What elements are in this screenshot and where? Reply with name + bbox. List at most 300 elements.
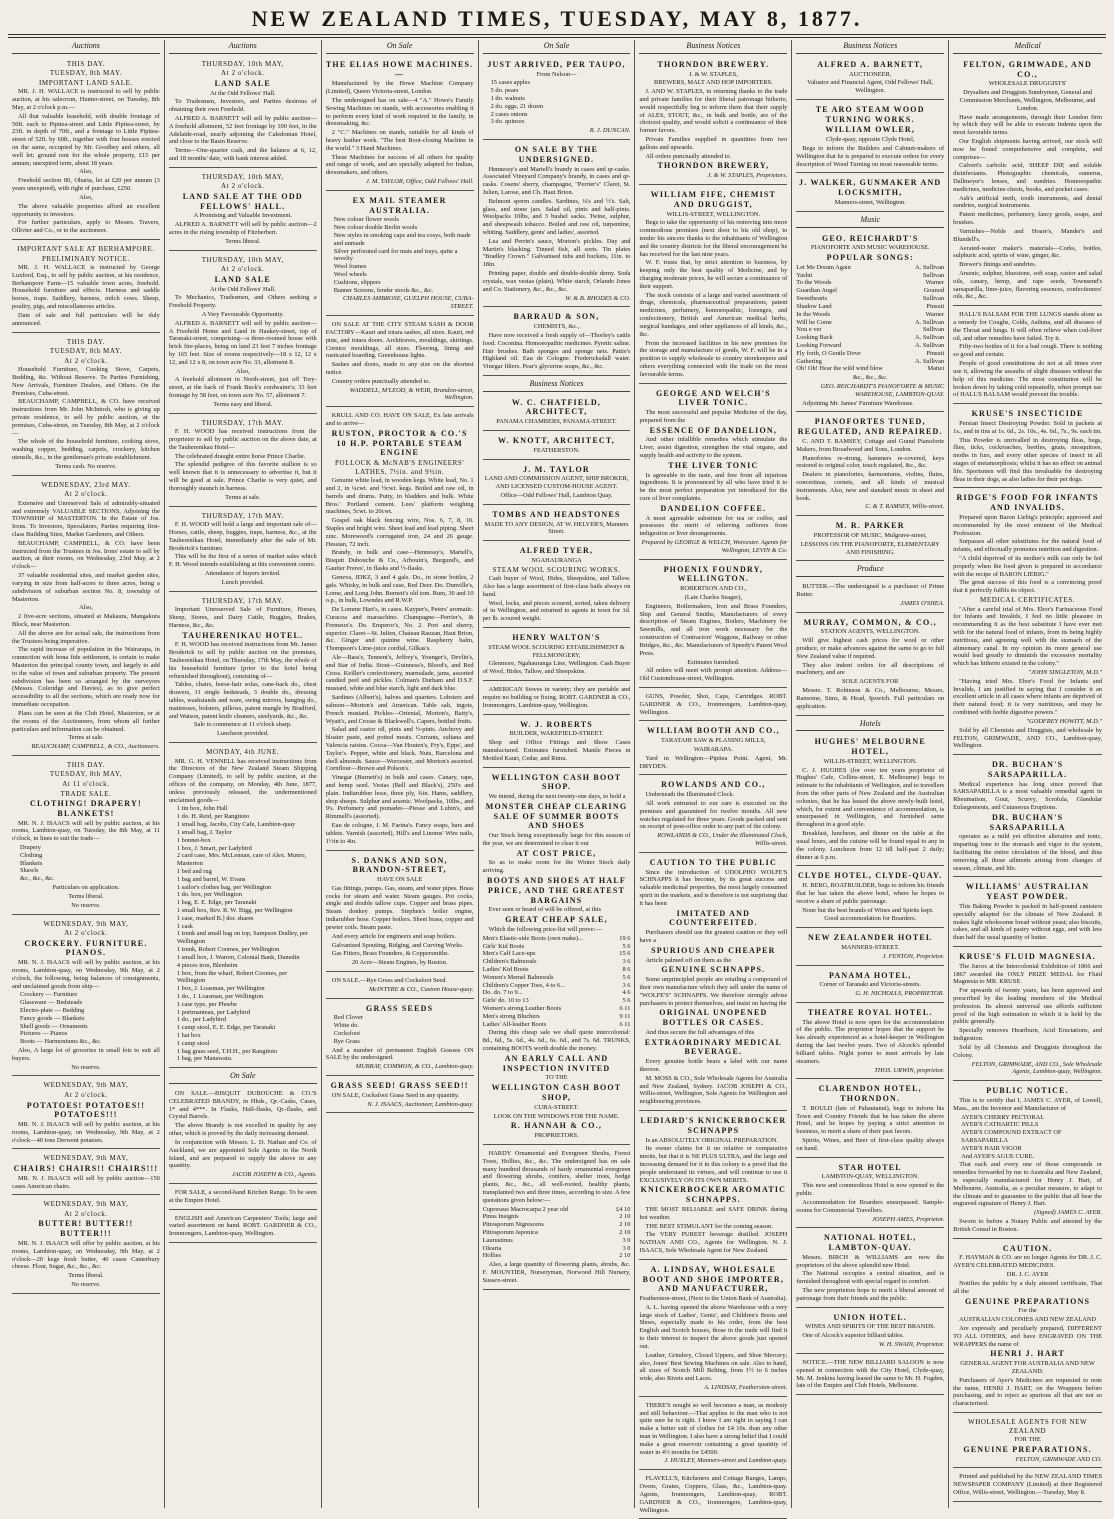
- ad-centered-line: Estimates furnished.: [687, 658, 740, 666]
- ad-paragraph: Yard in Wellington—Pipitea Point. Agent, Mr. DRYDEN.: [639, 754, 788, 770]
- ad-paragraph: Spirits, Wines, and Beer of first-class quality always on hand.: [796, 1137, 945, 1152]
- ad-subheading: THURSDAY, 17th MAY.: [201, 511, 284, 520]
- ad-list-item: 1 bed and rug: [176, 867, 212, 875]
- ad-paragraph: These Machines for success of all others for quality and range of work, and are specially adapted for Indian, dressmakers, and others.: [325, 153, 474, 177]
- ad-centered-line: Sale to commence at 11 o'clock sharp.: [193, 721, 292, 729]
- ad-headline: DR. BUCHAN'S SARSAPARILLA.: [987, 760, 1068, 779]
- ad-list-item: 1 box, J. Smart, per Ladybird: [176, 844, 252, 852]
- advertisement: [169, 170, 317, 251]
- ad-list-item: Fancy goods — Blankets: [20, 1014, 85, 1022]
- price-list-item: Yashti: [796, 271, 813, 279]
- ad-headline: WELLINGTON CASH BOOT SHOP,: [491, 1083, 622, 1102]
- ad-subheading: THIS DAY.: [66, 59, 105, 68]
- ad-headline: CAUTION.: [1002, 1243, 1053, 1253]
- advertisement: [12, 1197, 160, 1293]
- ad-paragraph: We intend, during the next twenty-one days, to hold a: [488, 793, 626, 801]
- ad-paragraph: Breakfast, luncheon, and dinner on the table at the usual hours, and the cuisine will be found equal to any in the colony. Luncheon from 12 till half-past 2 daily; dinner at 6 p.m.: [796, 830, 945, 861]
- ad-headline: CLYDE HOTEL, CLYDE-QUAY.: [797, 871, 943, 881]
- ad-list-item: Shawls: [20, 867, 39, 875]
- ad-centered-line: Terms at sale.: [68, 734, 104, 742]
- advertisement: [953, 879, 1102, 947]
- ad-paragraph: People of good constitutions do not at all times ever use it, allowing the assaults of slight diseases without the help of this medicine. The most constitution will be broken down by taking cold repeatedly, when prompt use of HALL'S BALSAM would prevent the trouble.: [953, 360, 1103, 399]
- ad-list-item: 1 camp stool, E. E. Edge, per Taranaki: [176, 1024, 276, 1032]
- advertisement: [953, 490, 1102, 755]
- ad-subheading: THURSDAY, 10th MAY,: [201, 59, 284, 68]
- advertisement: [796, 868, 944, 928]
- ad-list-item: 1 do. walnuts: [490, 94, 525, 102]
- price-list-row: [796, 287, 944, 295]
- ad-list-item: Glassware — Bedsteads: [20, 999, 83, 1007]
- ad-headline: WILLIAM OWLER,: [825, 125, 916, 135]
- ad-signature: J. M. TAYLOR, Office, Odd Fellows' Hall.: [366, 178, 474, 185]
- ad-headline: GEO. REICHARDT'S: [821, 233, 919, 243]
- ad-list-item: Rye Grass: [333, 1037, 360, 1045]
- ad-signature: J. & W. STAPLES, Proprietors.: [707, 172, 788, 180]
- ad-paragraph: The rapid increase of population in the Wairarapa, in connection with bona fide settlement, is certain to make Masterton the principal county town, and largely to add to the value of town and suburban property. The present subdivision has been so arranged by the surveyors (Messrs. Coleridge and Davies), as to give perfect accessibility to all the sections, which are ready now for immediate occupation.: [12, 646, 160, 709]
- ad-signature: J. FENTON, Proprietor.: [882, 952, 945, 960]
- ad-paragraph: BEAUCHAMP, CAMPBELL, & CO. have been instructed from the Trustees in Jos. Irons' estate to sell by auction, at their rooms, on Wednesday, 23rd May, at 2 o'clock—: [12, 539, 160, 571]
- ad-paragraph: Brewer's finings and sundries.: [959, 261, 1037, 269]
- ad-headline: POTATOES! POTATOES!! POTATOES!!!: [26, 1100, 146, 1120]
- price-list-item: Women's strong Leather Boots: [482, 1005, 562, 1013]
- ad-paragraph: BUTTER.—The undersigned is a purchaser of Prime Butter.: [796, 583, 945, 598]
- ad-paragraph: The Jurors at the Intercolonial Exhibition of 1866 and 1867 awarded the ONLY PRIZE MEDAL for Fluid Magnesia to MR. KRUSE.: [953, 962, 1103, 986]
- price-list-row: [483, 989, 631, 997]
- ad-headline: STAR HOTEL: [838, 1162, 902, 1172]
- price-list-value: A. Sullivan: [915, 334, 945, 342]
- ad-subheading: At 2 o'clock.: [64, 490, 108, 499]
- ad-paragraph: Also, A large lot of groceries in small lots to suit all buyers.: [12, 1047, 160, 1062]
- price-list-value: Pinsuti: [926, 349, 945, 357]
- section-heading: Music: [796, 214, 944, 228]
- ad-paragraph: Ale—Bass's, Tennent's, Jeffrey's, Younger's, Devlin's, and Star of India. Stout—Guinness's, Blood's, and Red Cross. Keiller's confectionery, marmalade, jams, assorted candied peel and pickles. Colman's Durham and D.S.F. mustard, white and blue starch, light and dark blue.: [325, 654, 474, 693]
- ad-paragraph: Hennessy's and Martell's brandy in cases and qr-casks. Associated Vineyard Company's brandy, in cases and qr-casks. Cosens' sherry, champagne, "Perrier's" Claret, St. Julien, Larose, and Ch. Haut Brion.: [482, 165, 631, 196]
- ad-centered-line: No reserve.: [71, 1063, 101, 1071]
- ad-paragraph: None but the best brands of Wines and Spirits kept.: [802, 906, 934, 914]
- price-list-value: 8 6: [622, 965, 631, 973]
- ad-paragraph: Fifty-two bottles of it for a bad cough. There is nothing so good and certain.: [953, 343, 1103, 359]
- price-list-row: [796, 279, 944, 287]
- ad-paragraph: The celebrated draught entire horse Prince Charlie.: [174, 452, 306, 460]
- ad-paragraph: The great success of this food is a convincing proof that it perfectly fulfils its object.: [953, 579, 1103, 595]
- advertisement: [169, 745, 317, 1068]
- ad-paragraph: Varnishes—Noble and Hoare's, Mander's and Blundell's.: [953, 227, 1103, 243]
- price-list-item: Fly forth, O Gentle Dove: [796, 349, 861, 357]
- price-list-value: £4 10: [616, 1205, 631, 1213]
- ad-subheading: WEDNESDAY, 23rd MAY.: [41, 480, 131, 489]
- advertisement: [169, 57, 317, 168]
- price-list-value: 2 10: [619, 1221, 631, 1229]
- section-heading: Medical: [953, 40, 1102, 54]
- ad-paragraph: Lea and Perrin's sauce, Morton's pickles. Day and Martin's blacking. Tinned fish, all sorts. Tin plates "Bradley Crown." Galvanised tubs and buckets, 11in. to 18in.: [482, 237, 631, 269]
- ad-list-item: Boots — Harmoniums &c., &c.: [20, 1038, 102, 1046]
- ad-headline: GRASS SEEDS: [366, 1003, 434, 1013]
- ad-headline: RIDGE'S FOOD FOR INFANTS AND INVALIDS.: [956, 493, 1099, 513]
- ad-subheading: TUESDAY, 8th MAY.: [49, 347, 122, 356]
- price-list: [796, 264, 944, 373]
- ad-list-item: 1 bag and barrel, W. Evans: [176, 875, 246, 883]
- ad-subheading: TUESDAY, 8th MAY,: [49, 770, 122, 779]
- ad-centered-line: Terms cash. No reserve.: [55, 462, 117, 470]
- ad-paragraph: Since the introduction of UDOLPHO WOLFE'S SCHNAPPS it has become, by its great success and valuable medicinal properties, the most largely consumed spirit in the markets, and is therefore is not surprising that it has been: [639, 868, 788, 907]
- advertisement: [12, 1078, 160, 1149]
- ad-paragraph: Sworn to before a Notary Public and attested by the British Consul in Boston.: [953, 1218, 1103, 1233]
- ad-signature: (Signed) JAMES C. AYER.: [1034, 1209, 1103, 1217]
- ad-headline: NATIONAL HOTEL, LAMBTON-QUAY.: [823, 1233, 917, 1253]
- ad-paragraph: Begs to take the opportunity of his removing into more commodious premises (next door to his old shop), to tender his sincere thanks to the inhabitants of Wellington and the country districts for the liberal encouragement he has received for the last nine years.: [639, 219, 788, 258]
- ad-headline: WILLIAM FIFE, CHEMIST AND DRUGGIST,: [650, 190, 777, 209]
- ad-list: [334, 1014, 474, 1045]
- ad-list-item: Cocksfoot: [333, 1029, 360, 1037]
- advertisement: [953, 406, 1102, 488]
- price-list-item: Men's Calf Lace-ups: [482, 950, 536, 958]
- ad-headline: PANAMA HOTEL,: [828, 970, 912, 980]
- ad-centered-line: A Very Favourable Opportunity.: [201, 310, 284, 318]
- ad-centered-line: 20 Acre—Steam Engines, by Ruston.: [351, 959, 448, 967]
- advertisement: [326, 1078, 474, 1113]
- ad-list-item: Red Clover: [333, 1014, 364, 1022]
- ad-paragraph: Leather, Grindery, Closed Uppers, and Shoe Mercery; also, Jones' Best Sewing Machines on sale. Also to hand, all sizes of Scotch Mill Belting, from 1½ to 6 inches wide, also Rivets and Laces.: [639, 1351, 788, 1383]
- price-list-row: [483, 1206, 631, 1214]
- price-list-row: [796, 342, 944, 350]
- advertisement: [326, 193, 474, 316]
- price-list-item: To the Woods: [796, 279, 832, 287]
- price-list-item: Ladies' All-leather Boots: [482, 1020, 547, 1028]
- advertisement: [796, 1230, 944, 1307]
- ad-paragraph: Private Families supplied in quantities from two gallons and upwards.: [639, 136, 788, 151]
- ad-centered-line: Also,: [235, 367, 250, 375]
- ad-signature: A. LINDSAY, Featherston-street.: [704, 1383, 788, 1391]
- price-list-value: Warner: [925, 310, 945, 318]
- ad-paragraph: C. J. HUGHES (for over ten years proprietor of Hughes' Cafe, Collins-street, E. Melbourne) begs to intimate to the inhabitants of Wellington, and to travellers from the other parts of New Zealand and the Australian colonies, that he has leased the above newly-built hotel, which, for extent and convenience of accommodation, is unsurpassed in Wellington, and furnished same throughout in a good style.: [796, 766, 945, 829]
- ad-list: [961, 1114, 1102, 1161]
- ad-paragraph: The above valuable properties afford an excellent opportunity to investors.: [12, 202, 160, 218]
- price-list-row: [796, 358, 944, 366]
- section-heading: On Sale: [483, 40, 631, 54]
- ad-list-item: 15 cases apples: [490, 79, 530, 87]
- ad-list-item: 1 tin box, John Hall: [176, 805, 228, 813]
- ad-centered-line: No reserve.: [71, 1280, 101, 1288]
- price-list-value: A. Sullivan: [915, 341, 945, 349]
- ad-paragraph: ENGLISH and American Carpenters' Tools; large and varied assortment on hand. ROBT. GARDNER & CO., Ironmongers, Lambton-quay, Wellington.: [168, 1214, 317, 1238]
- advertisement: [639, 562, 787, 688]
- ad-paragraph: MR. N. J. ISAACS will sell by public auction, at his rooms, Lambton-quay, on Wednesday, 9th May, at 2 o'clock, the following, being balances of consignments, and unclaimed goods from ship—: [12, 959, 160, 990]
- ad-centered-line: Terms liberal.: [68, 892, 104, 900]
- ad-headline: KNICKERBOCKER AROMATIC SCHNAPPS.: [640, 1185, 787, 1205]
- price-list-value: 6 11: [619, 1005, 631, 1013]
- ad-paragraph: Notifies the public by a duly attested certificate, That all the: [953, 1279, 1103, 1295]
- ad-headline: EX MAIL STEAMER AUSTRALIA.: [352, 195, 447, 215]
- ad-subheading: PRELIMINARY NOTICE.: [42, 254, 130, 263]
- advertisement: [169, 1186, 317, 1210]
- ad-headline: LAND SALE AT THE ODD FELLOWS' HALL.: [182, 191, 303, 211]
- ad-paragraph: J. AND W. STAPLES, in returning thanks to the trade and private families for their liberal patronage hitherto, would respectfully beg to inform them that their supply of ALES, STOUT, &c., in bulk and bottle, are of the choicest quality, and would solicit a continuance of their former favors.: [639, 88, 788, 135]
- ad-paragraph: The above Hotel is now open for the accommodation of the public. The proprietor hopes that the support he has already experienced as a hotel-keeper in Wellington during the last twelve years. Two of Alcock's splendid billiard tables. Night porter to meet arrivals by late steamers.: [796, 1018, 945, 1065]
- ad-headline: KRUSE'S FLUID MAGNESIA.: [959, 952, 1096, 962]
- ad-headline: J. M. TAYLOR: [523, 464, 590, 474]
- ad-paragraph: Pianofortes re-strung, hammers re-covered, keys restored to original color, touch regulated, &c., &c.: [796, 454, 945, 470]
- price-list-row: [483, 1021, 631, 1029]
- advertisement: [12, 57, 160, 240]
- ad-headline: HENRY WALTON'S: [512, 633, 601, 643]
- ad-list-item: 1 portmanteau, per Ladybird: [176, 1008, 250, 1016]
- ad-paragraph: Brandy, in bulk and case—Hennessy's, Martell's, Bisquit Dubouche & Co., Arbouin's, Burgund's, and Gautier Freres', in flasks and ½-flasks.: [325, 549, 474, 573]
- advertisement: [796, 102, 944, 174]
- ad-paragraph: Terms—One-quarter cash, and the balance at 6, 12, and 18 months' date, with bank interest added.: [168, 147, 317, 163]
- price-list-item: Ladies' Kid Boots: [482, 965, 529, 973]
- advertisement: [796, 1310, 944, 1354]
- ad-centered-line: STEAM WOOL SCOURING ESTABLISHMENT & FELLMONGERY,: [488, 643, 625, 659]
- price-list: [483, 1206, 631, 1261]
- ad-list-item: 2 do. eggs, 21 dozen: [490, 102, 544, 110]
- ad-list-item: 1 trunk, Robert Coomes, per Wellington: [176, 946, 280, 954]
- advertisement: [169, 594, 317, 743]
- ad-headline: TOMBS AND HEADSTONES: [492, 509, 621, 519]
- ad-subheading: WEDNESDAY, 9th MAY,: [43, 1200, 129, 1209]
- ad-paragraph: HALL'S BALSAM FOR THE LUNGS stands alone as a remedy for Coughs, Colds, Asthma, and all diseases of the Throat and lungs. It will often relieve when cod-liver oil, and other remedies have failed. Try it.: [953, 311, 1103, 342]
- ad-paragraph: For further particulars, apply to Messrs. Travers, Ollivier and Co., or to the auctioneer.: [12, 219, 160, 235]
- ad-subheading: At 2 o'clock.: [64, 1209, 108, 1218]
- price-list-item: Nou e ver: [796, 326, 822, 334]
- section-heading: Business Notices: [639, 40, 787, 54]
- ad-paragraph: THERE'S nought so well becomes a man, as modesty and still behaviour.—That applies to the man who is not quite sure he is right. I know I am right in saying I can make a better suit of clothes for £4 10s. than any other man in Wellington. I also have a strong belief that I could make a great reservoir containing a great quantity of water in 4½ months for £4500.: [639, 1401, 788, 1456]
- ad-paragraph: Ash's artificial teeth, tooth instruments, and dental sundries, surgical instruments.: [953, 194, 1103, 210]
- ad-paragraph: MR. J. H. WALLACE is instructed by George Luxford, Esq., to sell by public auction, at his residence, Berhampore Farm—15 valuable town acres, freehold. Household furniture and effects. Harness and saddle horses, traps. Saddlery, harness, milch cows. Sheep, poultry, pigs, and miscellaneous articles.: [12, 264, 160, 311]
- ad-paragraph: Manufactured by the Howe Machine Company (Limited), Queen Victoria-street, London.: [325, 80, 474, 96]
- ad-headline: ALFRED A. BARNETT,: [817, 59, 924, 69]
- ad-centered-line: Terms easy and liberal.: [213, 400, 273, 408]
- ad-centered-line: LOOK ON THE WINDOWS FOR THE NAME.: [493, 1112, 620, 1120]
- advertisement: [169, 1087, 317, 1184]
- price-list-value: Sullivan: [922, 326, 945, 334]
- price-list-item: Women's Memel Balmorals: [482, 973, 554, 981]
- ad-paragraph: W. F. trusts that, by strict attention to business, by keeping only the best quality of Medicine, and by charging moderate prices, he will secure a continuance of their support.: [639, 259, 788, 290]
- ad-paragraph: And every article for engineers and soap boilers.: [331, 932, 456, 940]
- price-list-item: Men's strong Bluchers: [482, 1012, 540, 1020]
- ad-list-item: 1 sailor's clothes bag, per Wellington: [176, 883, 272, 891]
- ad-paragraph: Persian Insect Destroying Powder. Sold in packets at 1s., and in tins at 1s. 6d., 2s. 10s., 4s. 6d., 7s., 9s. each tin.: [953, 419, 1103, 435]
- price-list-item: Sweethearts: [796, 295, 828, 303]
- advertisement: [483, 543, 631, 628]
- section-heading: Auctions: [169, 40, 317, 54]
- price-list-value: Pinsuti: [926, 302, 945, 310]
- ad-headline: LAND SALE: [214, 274, 271, 284]
- advertisement: [796, 734, 944, 866]
- section-heading: Auctions: [12, 40, 160, 54]
- ad-paragraph: Purchasers should use the greatest caution or they will have a: [639, 929, 788, 944]
- ad-paragraph: Printing paper, double and double-double demy. Soda crystals, wax vestas (plain). White starch, Orlando Jones and Co. Stationery, &c., &c., &c.: [482, 270, 631, 293]
- ad-centered-line: WAIRARAPA.: [693, 745, 733, 753]
- advertisement: [953, 1470, 1102, 1501]
- ad-paragraph: "A child deprived of its mother's milk can only be fed properly when the food given is prepared in accordance with the recipe of BARON LIEBIG.": [953, 554, 1103, 578]
- ad-list-item: Wool wheels: [333, 271, 367, 278]
- ad-headline: TE ARO STEAM WOOD TURNING WORKS.: [815, 104, 925, 124]
- ad-paragraph: F. H. WOOD will hold a large and important sale of—Horses, cattle, sheep, buggies, traps, harness, &c., at the Tauherenikau Hotel, immediately after the sale of Mr. Broderick's furniture.: [168, 521, 317, 552]
- ad-list-item: 1 do. H. Reid, per Rangitoto: [176, 813, 250, 821]
- ad-list-item: Cushions, slippers: [333, 278, 381, 286]
- ad-list: [20, 844, 160, 883]
- ad-signature: CHARLES AMBROSE, GUELPH HOUSE, CUBA-STREET.: [343, 295, 474, 311]
- ad-list-item: 1 do., per Ladybird: [176, 1016, 227, 1024]
- ad-paragraph: The VERY PUREST beverage distilled. JOSEPH NATHAN AND CO., Agents for Wellington. N. J. ISAACS, Sole Wholesale Agent for New Zealand.: [639, 1231, 788, 1254]
- ad-paragraph: Eau de cologne, J. M. Farina's. Fancy soaps, bars and tablets. Varnish (assorted), Hill's and Linoms' Wire nails, 1½in to 4in.: [325, 822, 474, 845]
- ad-headline: W. C. CHATFIELD, ARCHITECT,: [511, 397, 602, 417]
- advertisement: [12, 917, 160, 1077]
- ad-subheading: MONDAY, 4th JUNE.: [206, 748, 280, 757]
- advertisement: [326, 853, 474, 972]
- ad-list-item: 1 do. box, per Wellington: [176, 891, 242, 899]
- ad-paragraph: 37 valuable residential sites, and market garden sites, varying in size from half-acres to three acres, being a subdivision of suburban section No. 8, township of Masterton.: [12, 572, 160, 603]
- section-heading: Hotels: [796, 718, 944, 732]
- price-list-value: Sullivan: [922, 271, 945, 279]
- advertisement: [639, 723, 787, 775]
- price-list-row: [483, 1005, 631, 1013]
- ad-list-item: 1 bag, E. E. Edge, per Taranaki: [176, 899, 257, 907]
- advertisement: [796, 930, 944, 965]
- price-list-row: [483, 1229, 631, 1237]
- advertisement: [483, 462, 631, 505]
- ad-paragraph: ON SALE.—Rye Grass and Cocksfoot Seed.: [331, 976, 448, 984]
- advertisement: [639, 1399, 787, 1471]
- ad-paragraph: Will give highest cash prices for wool or other produce, or make advances against the same to go to full New Zealand value if required.: [796, 637, 945, 660]
- ad-centered-line: PIANOFORTE AND MUSIC WAREHOUSE.: [810, 244, 930, 252]
- ad-centered-line: Featherston-street, (Next to the Union Bank of Australia).: [639, 1295, 788, 1302]
- ad-list-item: 2 cases onions: [490, 110, 528, 118]
- ad-paragraph: Article palmed off on them as the: [645, 956, 732, 964]
- ad-headline: THEATRE ROYAL HOTEL.: [807, 1007, 933, 1017]
- ad-paragraph: Household Furniture, Cooking Stove, Carpets, Bedding, &c. Without Reserve. To Parties Furnishing, New Arrivals, Furniture Dealers, and Others. On the Premises, Cuba-street.: [12, 366, 160, 397]
- ad-headline: WILLIAM BOOTH AND CO.,: [646, 726, 780, 736]
- ad-paragraph: Gospel oak black fencing wire, Nos. 6, 7, 8, 10. Staples and bright wire. Sheet lead and lead piping. Sheet zinc. Morewood's corrugated iron, 24 and 26 gauge. Hessian, 72 inch.: [325, 517, 474, 548]
- ad-centered-line: Drysalters and Druggists Sundrymen, General and Commission Merchants, Wellington, Melbourne, and London.: [959, 89, 1096, 112]
- ad-paragraph: Gas Fitters, Brass Founders, & Coppersmiths.: [331, 950, 450, 958]
- ad-paragraph: AMERICAN Stoves in variety; they are portable and require no building or fixing. ROBT. GARDNER & CO., Ironmongers, Lambton-quay, Wellington.: [482, 686, 631, 709]
- price-list-row: [483, 974, 631, 982]
- price-list-row: [483, 950, 631, 958]
- ad-headline: LEDIARD'S KNICKERBOCKER SCHNAPPS: [640, 1116, 787, 1135]
- ad-signature: JACOB JOSEPH & CO., Agents.: [231, 1171, 317, 1179]
- ad-list-item: Shell goods — Ornaments: [20, 1022, 88, 1030]
- ad-paragraph: For upwards of twenty years, has been approved and prescribed by the leading members of the Medical profession. Its almost universal use affords sufficient proof of the high estimation in which it is held by the public generally.: [953, 987, 1103, 1026]
- ad-list-item: 2 card case, Mrs. McLennan, care of Alex. Munro, Masterton: [176, 852, 307, 868]
- advertisement: [483, 770, 631, 1145]
- ad-signature: J. HUXLEY, Manners-street and Lambton-quay.: [664, 1457, 788, 1465]
- ad-paragraph: Patent medicines, perfumery, fancy goods, soaps, and brushes.: [953, 211, 1103, 227]
- ad-paragraph: Sold by all Chemists and Druggists, and wholesale by FELTON, GRIMWADE, AND CO., Lambton-quay, Wellington.: [953, 726, 1103, 750]
- ad-signature: W. H. SWAIN, Proprietor.: [878, 1341, 945, 1349]
- price-list-value: 2 10: [619, 1229, 631, 1237]
- ad-headline: SPURIOUS AND CHEAPER: [651, 945, 776, 955]
- ad-headline: AN EARLY CALL AND INSPECTION INVITED: [502, 1053, 611, 1073]
- ad-signature: C. & T. RAMSEY, Willis-street.: [865, 503, 945, 511]
- ad-paragraph: And thus secure the full advantages of this: [645, 1028, 755, 1036]
- advertisement: [639, 1472, 787, 1519]
- advertisement: [953, 308, 1102, 404]
- ad-centered-line: At the Odd Fellows' Hall.: [209, 89, 276, 97]
- ad-signature: "GODFREY HOWITT, M.D.": [1026, 717, 1103, 725]
- ad-paragraph: ON SALE AT THE CITY STEAM SASH & DOOR FACTORY—Kauri and totara sashes, all sizes. Kauri, red pine, and totara doors. Architraves, mouldings, skirtings. Cornice mouldings, all sizes. Flooring, lining and rusticated boarding. Greenhouse lights.: [325, 321, 474, 360]
- ad-paragraph: Engineers, Boilermakers, Iron and Brass Founders, Ship and General Smiths, Manufacturers of every description of Steam Engines, Boilers, Machinery for Sawmills, and all iron work necessary for the construction of Contractors' Waggons, Railway or other Bridges, &c., &c. Manufacturers of Speedy's Patent Wool Press.: [639, 602, 788, 657]
- advertisement: [639, 777, 787, 852]
- ad-paragraph: Specially removes Heartburn, Acid Eructations, and Indigestion.: [953, 1027, 1103, 1043]
- ad-headline: ROWLANDS AND CO.,: [661, 780, 766, 790]
- ad-paragraph: Our English shipments having arrived, our stock will now be found comprehensive and complete, and comprises—: [953, 137, 1103, 161]
- ad-subheading: THURSDAY, 17th MAY.: [201, 418, 284, 427]
- advertisement: [639, 1113, 787, 1260]
- price-list: [483, 935, 631, 1029]
- ad-paragraph: All the above are for actual sale, the instructions from the Trustees being imperative.: [12, 629, 160, 645]
- advertisement: [953, 949, 1102, 1081]
- ad-headline: CLOTHING! DRAPERY! BLANKETS!: [30, 799, 142, 818]
- ad-paragraph: Date of sale and full particulars will be duly announced.: [12, 311, 160, 327]
- price-list-value: 3 6: [622, 958, 631, 966]
- ad-headline: A. LINDSAY, WHOLESALE BOOT AND SHOE IMPORTER, AND MANUFACTURER,: [642, 1264, 785, 1294]
- ad-list-item: 1 small box, J. Warren, Colonial Bank, Dunedin: [176, 953, 300, 961]
- ad-list: [334, 216, 474, 294]
- ad-list-item: 1 do., J. Loasman, per Wellington: [176, 992, 264, 1000]
- ad-paragraph: MR. N. J. ISAACS will sell by public auction—150 cases American chairs.: [12, 1174, 160, 1190]
- ad-paragraph: All orders will meet with prompt attention. Address—Old Customhouse-street, Wellington.: [639, 667, 788, 683]
- section-heading: On Sale: [326, 40, 474, 54]
- ad-paragraph: ALFRED A. BARNETT will sell by public auction—A Freehold Home and Land in Haukey-street, top of Taranaki-street, comprising—a three-roomed house with brick fire-places, being on land 23 feet 7 inches frontage by 165 feet. Size of rooms respectively—18 x 12, 12 x 12, and 12 x 8, on town acre No. 33, allotment 8.: [168, 319, 317, 366]
- ad-paragraph: GUNS, Powder, Shot, Caps, Cartridges. ROBT. GARDNER & CO., Ironmongers, Lambton-quay, Wellington.: [639, 692, 788, 716]
- ad-headline: S. DANKS AND SON, BRANDON-STREET,: [351, 855, 448, 875]
- ad-paragraph: So as to make room for the Winter Stock daily arriving.: [482, 859, 631, 875]
- ad-signature: McINTYRE & CO., Custom House-quay.: [369, 985, 474, 993]
- column-3: [322, 40, 479, 1508]
- ad-list-item: Wool frames: [333, 263, 367, 271]
- advertisement: [483, 309, 631, 376]
- ad-centered-line: Particulars on application.: [52, 884, 120, 892]
- ad-paragraph: MR. N. J. ISAACS will offer by public auction, at his rooms, Lambton-quay, on Wednesday, 9th May, at 2 o'clock—20 kegs fresh butter, 40 cases Canterbury cheese. Flour, Sugar, &c., &c., &c.: [12, 1239, 160, 1271]
- ad-paragraph: Our Stock being exceptionally large for this season of the year, we are determined to clear it out: [482, 832, 631, 847]
- ad-centered-line: NGAHAURANGA: [531, 556, 582, 564]
- ad-headline: EXTRAORDINARY MEDICAL BEVERAGE.: [644, 1037, 783, 1057]
- ad-list-item: Banner Screens, fender stools &c., &c.: [333, 286, 434, 294]
- ad-paragraph: MR. N. J. ISAACS will sell by public auction, at his rooms, Lambton-quay, on Wednesday, 9th May, at 2 o'clock—40 tons Derwent potatoes.: [12, 1121, 160, 1144]
- ad-headline: BOOTS AND SHOES AT HALF PRICE, AND THE GREATEST BARGAINS: [487, 876, 626, 905]
- ad-paragraph: Glenmore, Ngahauranga Line, Wellington. Cash Buyer of Wool, Hides, Tallow, and Sheepskins.: [482, 660, 631, 676]
- column-1: [8, 40, 165, 1508]
- ad-headline: R. HANNAH & CO.,: [510, 1121, 603, 1131]
- ad-subheading: MEDICAL CERTIFICATES.: [980, 596, 1076, 604]
- ad-paragraph: Salad and castor oil, pints and ½-pints. Anchovy and bloater paste, and potted meats. Currants, sultana and Valencia raisins. Cocoa—Van Houten's, Fry's, Epps', and Taylor's. Pepper, white and black. Nuts, Barcelona and shell almonds. Sauce—Worcester, and Morton's assorted. Cornflour—Brown and Polson's.: [325, 726, 474, 773]
- ad-paragraph: ALFRED A. BARNETT will sell by public auction—2 acres in the rising township of Fitzherbert.: [168, 221, 317, 237]
- ad-list-item: Silver perforated card for mats and trays, quite a novelty: [333, 247, 458, 263]
- ad-paragraph: Country orders punctually attended to.: [331, 377, 431, 385]
- ad-paragraph: The new proprietors hope to merit a liberal amount of patronage from their friends and the public.: [796, 1287, 945, 1302]
- ad-headline: JUST ARRIVED, PER TAUPO,: [487, 59, 626, 69]
- ad-centered-line: WINES AND SPIRITS OF THE BEST BRANDS.: [805, 1323, 936, 1331]
- price-list-value: 5 6: [622, 973, 631, 981]
- ad-centered-line: LESSONS ON THE PIANOFORTE, ELEMENTARY AND FINISHING.: [800, 540, 940, 556]
- ad-headline: BARRAUD & SON,: [513, 312, 600, 322]
- ad-list-item: 1 trunk and small bag on top, Sampson Dudley, per Wellington: [176, 930, 308, 946]
- ad-list-item: 1 small bag, J. Taylor: [176, 828, 232, 836]
- ad-list-item: Crockery — Furniture: [20, 991, 78, 999]
- ad-paragraph: Belmont sperm candles. Sardines, ¼'s and ½'s. Salt, glass, and stone jars. Salad oil, pints and half-pints. Woolpacks 10lbs, and 3 bushel sacks. Twine, sulphur, and sheepwash tobacco. Boiled and raw oil, turpentine, whiting. Saddlery, gents' and ladies', assorted.: [482, 197, 631, 236]
- ad-signature: JAMES O'SHEA.: [900, 599, 945, 607]
- price-list-item: In the Woods: [796, 310, 831, 318]
- ad-list-item: 1 hat box: [176, 1032, 201, 1039]
- price-list-row: [796, 264, 944, 272]
- ad-paragraph: 2 "C." Machines on stands, suitable for all kinds of heavy leather work. "The best Boot-closing Machine in the world." 3 Hand Machines.: [325, 129, 474, 152]
- ad-paragraph: M. MOSS & CO., Sole Wholesale Agents for Australia and New Zealand, Sydney. JACOB JOSEPH & CO., Willis-street, Wellington, Sole Agents for Wellington and neighbouring provinces.: [639, 1074, 788, 1106]
- advertisement: [12, 242, 160, 333]
- masthead-rule: [8, 34, 1106, 35]
- ad-paragraph: F. HAYMAN & CO. are no longer Agents for DR. J. C. AYER'S CELEBRATED MEDICINES.: [953, 1254, 1103, 1270]
- ad-headline: CHAIRS! CHAIRS!! CHAIRS!!!: [13, 1163, 159, 1173]
